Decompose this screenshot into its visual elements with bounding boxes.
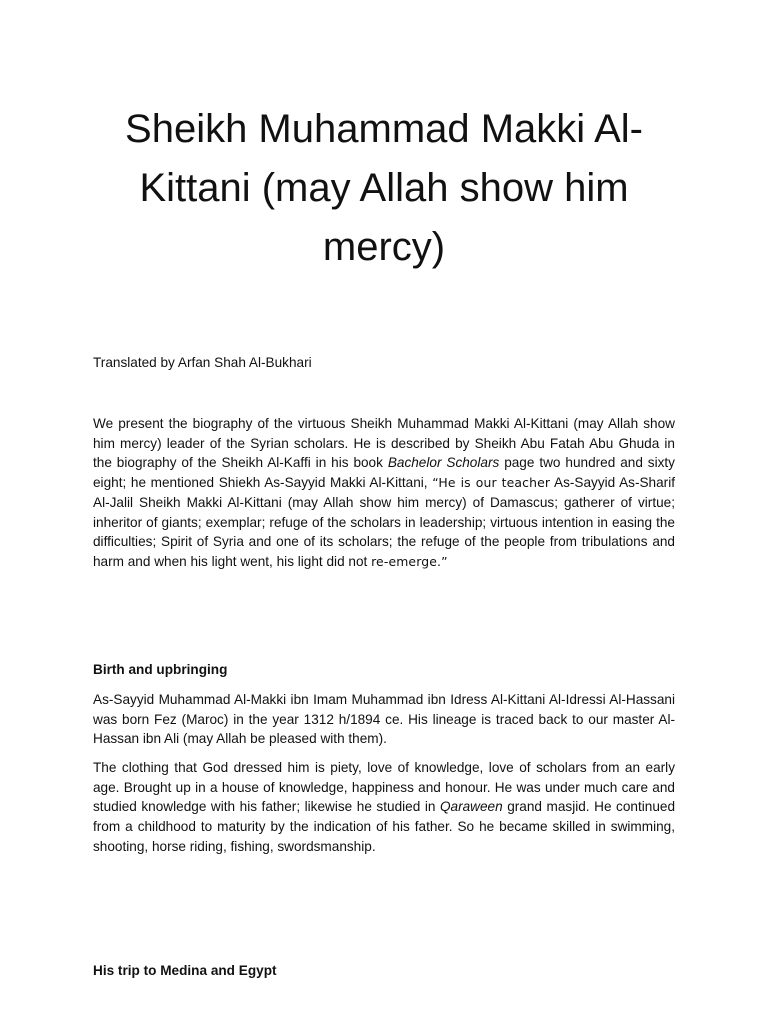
intro-text-2: page two hundred and sixty eight; he mentioned Shiekh As-Sayyid Makki Al-Kittani, bbox=[93, 455, 675, 491]
intro-paragraph bbox=[93, 414, 675, 572]
document-page bbox=[93, 0, 675, 1024]
birth-text-b: grand masjid. He continued from a childhood to maturity by the indication of his father. So he became skilled in swimming, shooting, horse riding, fishing, swordsmanship. bbox=[93, 799, 676, 854]
birth-paragraph-2 bbox=[93, 758, 675, 857]
section-heading-birth: Birth and upbringing bbox=[93, 662, 228, 677]
quote-closing: re-emerge.” bbox=[371, 553, 448, 569]
translator-credit: Translated by Arfan Shah Al-Bukhari bbox=[93, 355, 312, 370]
place-name: Qaraween bbox=[439, 799, 503, 815]
quote-opening: “He is our teacher bbox=[432, 475, 551, 491]
document-title: Sheikh Muhammad Makki Al-Kittani (may Allah show him mercy) bbox=[125, 107, 643, 269]
intro-text-3: As-Sayyid As-Sharif Al-Jalil Sheikh Makki Al-Kittani (may Allah show him mercy) of Damascus; gatherer of virtue; inheritor of giants; exemplar; refuge of the scholars in leadership; virtuous intention in easing the difficulties; Spirit of Syria and one of its scholars; the refuge of the people from tribulations and harm and when his light went, his light did not bbox=[93, 475, 675, 569]
birth-paragraph-1: As-Sayyid Muhammad Al-Makki ibn Imam Muhammad ibn Idress Al-Kittani Al-Idressi Al-Hassani was born Fez (Maroc) in the year 1312 h/1894 ce. His lineage is traced back to our master Al-Hassan ibn Ali (may Allah be pleased with them). bbox=[93, 692, 675, 747]
section-heading-trip: His trip to Medina and Egypt bbox=[93, 963, 277, 978]
book-title: Bachelor Scholars bbox=[387, 455, 500, 471]
intro-text-1: We present the biography of the virtuous Sheikh Muhammad Makki Al-Kittani (may Allah show him mercy) leader of the Syrian scholars. He is described by Sheikh Abu Fatah Abu Ghuda in the biography of the Sheikh Al-Kaffi in his book bbox=[93, 416, 675, 471]
birth-text-a: The clothing that God dressed him is piety, love of knowledge, love of scholars from an early age. Brought up in a house of knowledge, happiness and honour. He was under much care and studied knowledge with his father; likewise he studied in bbox=[93, 760, 675, 815]
